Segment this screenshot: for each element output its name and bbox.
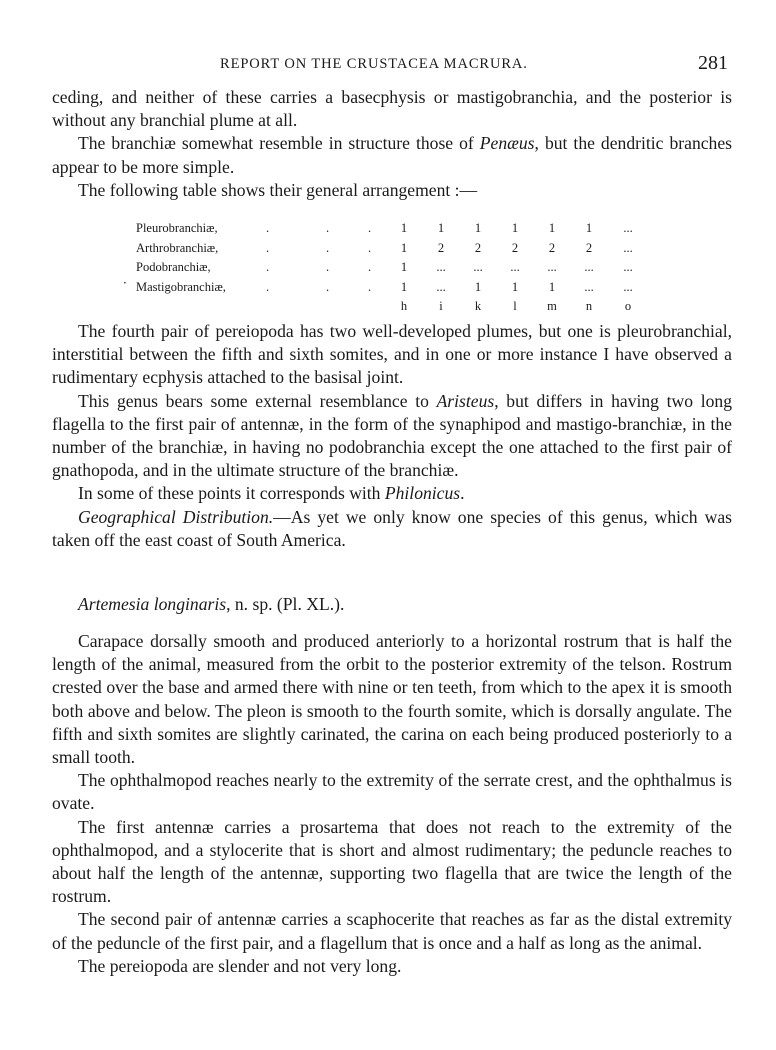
table-cell: ...: [623, 260, 633, 275]
row-label: Podobranchiæ,: [136, 260, 211, 275]
paragraph-correspondence: [52, 482, 732, 505]
genus-name: Philonicus: [384, 483, 461, 504]
genus-name: Aristeus: [436, 390, 495, 411]
paragraph-table-intro: The following table shows their general arrangement :—: [78, 179, 478, 200]
table-cell: 2: [511, 240, 519, 255]
leader-dot: .: [368, 221, 372, 235]
table-cell: ...: [547, 260, 557, 275]
leader-dot: .: [266, 260, 270, 275]
table-cell: 1: [474, 221, 482, 235]
leader-dot: .: [368, 260, 372, 275]
column-letter: m: [547, 299, 557, 314]
row-label: Mastigobranchiæ,: [136, 279, 226, 294]
leader-dot: .: [326, 260, 330, 275]
table-column-letters: [136, 299, 656, 319]
text: —As yet we only know one species of this genus, which was taken off the east coast of South America.: [52, 506, 732, 550]
paragraph-ophthalmopod: The ophthalmopod reaches nearly to the extremity of the serrate crest, and the ophthalmus is ovate.: [52, 770, 732, 814]
plate-reference: , n. sp. (Pl. XL.).: [226, 594, 345, 614]
paragraph-first-antennae: The first antennæ carries a prosartema that does not reach to the extremity of the ophthalmopod, and a stylocerite that is short and almost rudimentary; the peduncle reaches to about half the length of the antennæ, supporting two flagella that are twice the length of the rostrum.: [52, 816, 732, 907]
table-cell: 2: [585, 240, 593, 255]
text: This genus bears some external resemblance to: [78, 390, 437, 411]
paragraph-pereiopoda-length: The pereiopoda are slender and not very long.: [78, 955, 402, 976]
leader-dot: .: [326, 279, 330, 294]
species-description: [52, 630, 732, 978]
leader-dot: .: [368, 240, 372, 255]
section-label: Geographical Distribution.: [78, 506, 274, 527]
text: , but differs in having two long flagella to the first pair of antennæ, in the form of the synaphipod and mastigo-branchiæ, in the number of the branchiæ, in having no podobranchia except the one attached to the first pair of gnathopoda, and in the ultimate structure of the branchiæ.: [52, 390, 732, 481]
column-letter: l: [513, 299, 517, 314]
table-cell: 1: [548, 279, 556, 294]
leader-dot: .: [326, 240, 330, 255]
table-cell: 1: [400, 260, 408, 275]
column-letter: o: [624, 299, 632, 314]
table-cell: 1: [400, 240, 408, 255]
row-label: Arthrobranchiæ,: [136, 240, 219, 255]
species-name: Artemesia longinaris: [78, 594, 227, 614]
running-title: REPORT ON THE CRUSTACEA MACRURA.: [220, 56, 528, 72]
species-title: [52, 593, 732, 616]
table-cell: 2: [437, 240, 445, 255]
table-row: [136, 241, 656, 261]
text: , but the dendritic branches appear to be more simple.: [52, 133, 732, 177]
table-cell: 2: [474, 240, 482, 255]
table-cell: 1: [437, 221, 445, 235]
paragraph-continuation: ceding, and neither of these carries a basecphysis or mastigobranchia, and the posterior is without any branchial plume at all.: [52, 87, 732, 131]
species-heading: [52, 593, 732, 616]
branchial-table: [136, 221, 656, 319]
table-cell: ...: [623, 221, 633, 235]
table-cell: 1: [548, 221, 556, 235]
row-label: Pleurobranchiæ,: [136, 221, 218, 235]
table-cell: ...: [436, 279, 446, 294]
table-cell: ...: [510, 260, 520, 275]
table-cell: ...: [436, 260, 446, 275]
paragraph-carapace: Carapace dorsally smooth and produced anteriorly to a horizontal rostrum that is half the length of the animal, measured from the orbit to the posterior extremity of the telson. Rostrum crested over the base and armed there with nine or ten teeth, from which to the apex it is smooth both above and below. The pleon is smooth to the fourth somite, which is dorsally angulate. The fifth and sixth somites are slightly carinated, the carina on each being produced posteriorly to a small tooth.: [52, 631, 732, 768]
column-letter: h: [400, 299, 408, 314]
intro-section: [52, 86, 732, 202]
text: .: [460, 483, 465, 504]
table-row: [136, 260, 656, 280]
paragraph-second-antennae: The second pair of antennæ carries a scaphocerite that reaches as far as the distal extremity of the peduncle of the first pair, and a flagellum that is once and a half as long as the animal.: [52, 909, 732, 953]
leader-dot: .: [266, 221, 270, 235]
table-cell: 1: [585, 221, 593, 235]
leader-dot: .: [326, 221, 330, 235]
column-letter: i: [439, 299, 443, 314]
table-cell: ...: [623, 240, 633, 255]
leader-dot: .: [368, 279, 372, 294]
table-cell: ...: [584, 279, 594, 294]
running-head: [0, 52, 776, 76]
table-cell: 2: [548, 240, 556, 255]
paragraph-pereiopoda: The fourth pair of pereiopoda has two well-developed plumes, but one is pleurobranchial, interstitial between the fifth and sixth somites, and in one or more instance I have observed a rudimentary ecphysis attached to the basisal joint.: [52, 321, 732, 388]
column-letter: n: [585, 299, 593, 314]
leader-dot: .: [266, 240, 270, 255]
table-cell: 1: [511, 279, 519, 294]
table-cell: ...: [623, 279, 633, 294]
margin-mark: ·: [123, 276, 127, 290]
table-cell: 1: [400, 279, 408, 294]
table-cell: 1: [511, 221, 519, 235]
text: In some of these points it corresponds with: [78, 483, 385, 504]
table-row: [136, 221, 656, 241]
table-cell: ...: [584, 260, 594, 275]
text: The branchiæ somewhat resemble in structure those of: [78, 133, 480, 154]
genus-name: Penæus: [479, 133, 535, 154]
paragraph-branchiae: [52, 132, 732, 178]
paragraph-resemblance: [52, 390, 732, 483]
leader-dot: .: [266, 279, 270, 294]
genus-discussion: [52, 320, 732, 552]
column-letter: k: [474, 299, 482, 314]
table-cell: 1: [400, 221, 408, 235]
page-number: 281: [698, 52, 728, 74]
table-row: [136, 280, 656, 300]
paragraph-distribution: [52, 506, 732, 552]
table-cell: 1: [474, 279, 482, 294]
table-cell: ...: [473, 260, 483, 275]
